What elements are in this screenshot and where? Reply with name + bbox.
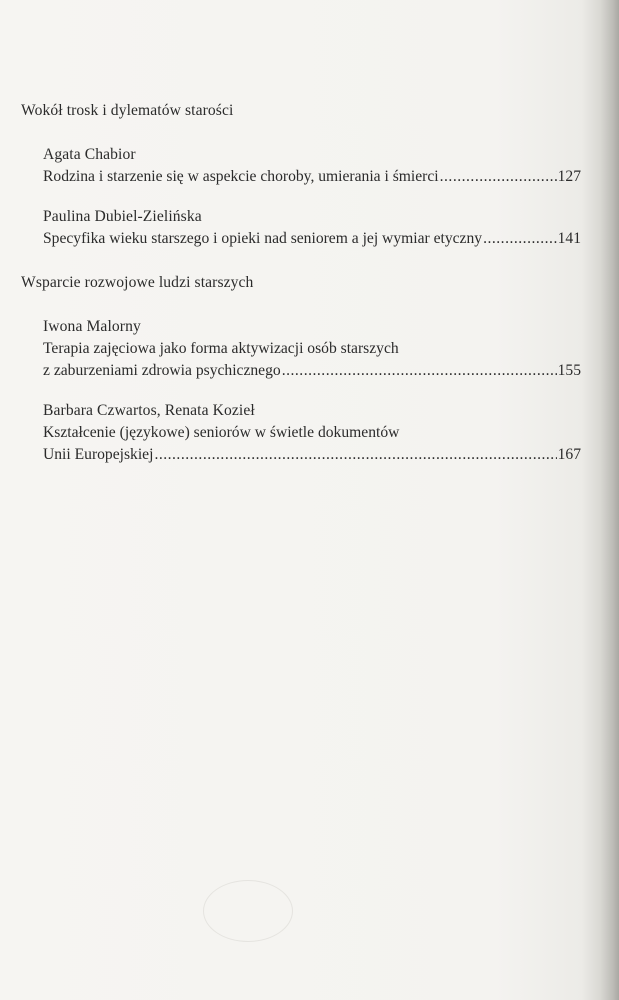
toc-entry: [43, 400, 581, 466]
entry-author: Barbara Czwartos, Renata Kozieł: [43, 402, 255, 419]
section-title: Wsparcie rozwojowe ludzi starszych: [21, 274, 254, 291]
entry-title-line: [43, 166, 581, 188]
entry-title: Rodzina i starzenie się w aspekcie choroby, umierania i śmierci: [43, 168, 439, 185]
dot-leader: [154, 444, 556, 466]
dot-leader: [282, 360, 557, 382]
toc-entry: [43, 206, 581, 250]
page-number: 127: [557, 168, 581, 185]
entry-title-line: [43, 228, 581, 250]
dot-leader: [440, 166, 557, 188]
page-number: 155: [557, 362, 581, 379]
toc-section-1: [21, 100, 581, 250]
entry-author: Agata Chabior: [43, 146, 136, 163]
entry-title: Kształcenie (językowe) seniorów w świetle dokumentów: [43, 424, 400, 441]
faint-stamp-mark: [203, 880, 293, 942]
entry-title-line: [43, 444, 581, 466]
entry-title-continuation: z zaburzeniami zdrowia psychicznego: [43, 362, 281, 379]
entry-author: Paulina Dubiel-Zielińska: [43, 208, 202, 225]
section-title: Wokół trosk i dylematów starości: [21, 102, 234, 119]
page-number: 141: [557, 230, 581, 247]
page-number: 167: [557, 446, 581, 463]
entry-title-continuation: Unii Europejskiej: [43, 446, 154, 463]
table-of-contents: [21, 100, 581, 466]
entry-title: Terapia zajęciowa jako forma aktywizacji osób starszych: [43, 340, 399, 357]
entry-title-line: [43, 360, 581, 382]
toc-section-2: [21, 272, 581, 466]
entry-author: Iwona Malorny: [43, 318, 141, 335]
toc-entry: [43, 144, 581, 188]
toc-entry: [43, 316, 581, 382]
entry-title: Specyfika wieku starszego i opieki nad seniorem a jej wymiar etyczny: [43, 230, 483, 247]
dot-leader: [483, 228, 557, 250]
